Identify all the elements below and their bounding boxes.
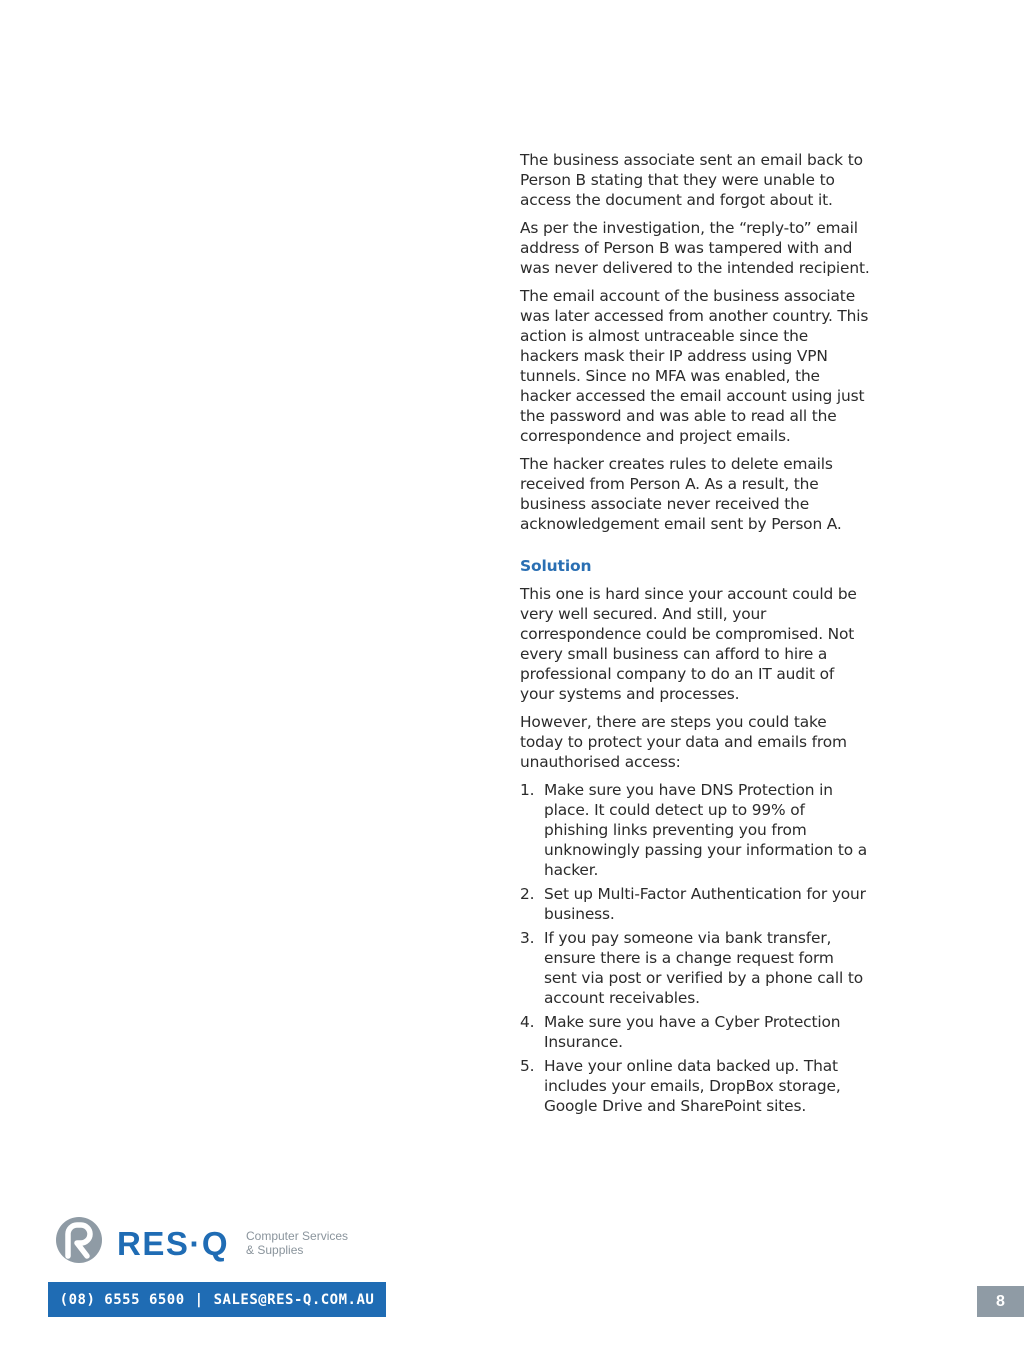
tagline-line: Computer Services (246, 1229, 349, 1243)
separator: | (194, 1291, 204, 1308)
page-number: 8 (977, 1286, 1024, 1317)
tagline-line: & Supplies (246, 1243, 304, 1257)
list-text: Have your online data backed up. That includes your emails, DropBox storage, Google Drive and SharePoint sites. (544, 1057, 841, 1115)
list-number: 4. (520, 1013, 535, 1031)
phone-number[interactable]: (08) 6555 6500 (59, 1291, 185, 1308)
solution-heading: Solution (520, 557, 592, 575)
list-item (520, 884, 870, 924)
list-number: 3. (520, 929, 535, 947)
logo-wordmark: RES·Q (117, 1225, 230, 1262)
paragraph: As per the investigation, the “reply-to” email address of Person B was tampered with and was never delivered to the intended recipient. (520, 219, 870, 277)
list-text: If you pay someone via bank transfer, ensure there is a change request form sent via post or verified by a phone call to account receivables. (544, 929, 863, 1007)
paragraph: The business associate sent an email back to Person B stating that they were unable to access the document and forgot about it. (520, 151, 863, 209)
list-text: Make sure you have DNS Protection in place. It could detect up to 99% of phishing links preventing you from unknowingly passing your information to a hacker. (544, 781, 868, 879)
paragraph: However, there are steps you could take today to protect your data and emails from unauthorised access: (520, 713, 847, 771)
list-text: Set up Multi-Factor Authentication for your business. (544, 885, 866, 923)
list-number: 1. (520, 781, 535, 799)
list-item (520, 928, 870, 1008)
list-number: 2. (520, 885, 535, 903)
email-address[interactable]: SALES@RES-Q.COM.AU (213, 1291, 375, 1308)
paragraph: The email account of the business associate was later accessed from another country. This action is almost untraceable since the hackers mask their IP address using VPN tunnels. Since no MFA was enabled, the hacker accessed the email account using just the password and was able to read all the correspondence and project emails. (520, 287, 869, 445)
contact-bar (48, 1282, 386, 1317)
list-item (520, 1056, 870, 1116)
list-number: 5. (520, 1057, 535, 1075)
paragraph: The hacker creates rules to delete emails received from Person A. As a result, the business associate never received the acknowledgement email sent by Person A. (520, 455, 842, 533)
list-item (520, 1012, 870, 1052)
list-item (520, 780, 870, 880)
list-text: Make sure you have a Cyber Protection Insurance. (544, 1013, 841, 1051)
main-content (520, 150, 870, 1120)
steps-list (520, 780, 870, 1116)
tagline (246, 1229, 348, 1257)
paragraph: This one is hard since your account could be very well secured. And still, your correspondence could be compromised. Not every small business can afford to hire a professional company to do an IT audit of your systems and processes. (520, 585, 857, 703)
